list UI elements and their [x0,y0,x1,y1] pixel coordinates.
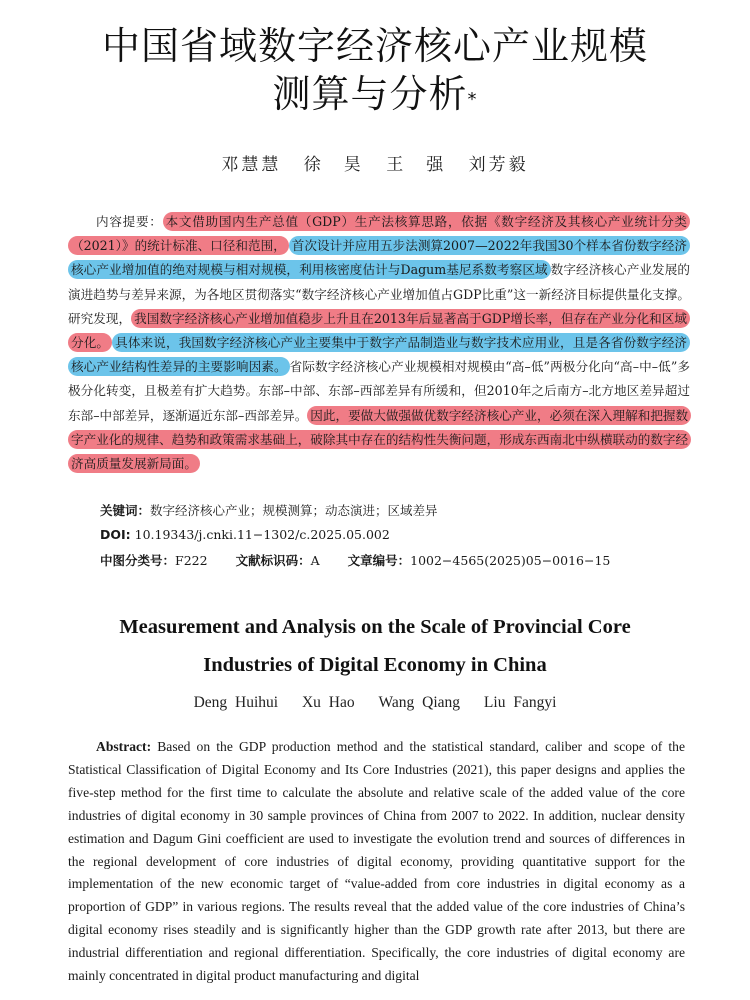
doc-code-value: A [310,553,320,568]
author-en: Wang Qiang [378,694,461,711]
highlight-red: 我国数字经济核心产业增加值稳步上升且在2013年后显著高于GDP增长率，但存在产业分化和区域分化。 [68,309,690,352]
abstract-en-text: Based on the GDP production method and the statistical standard, caliber and scope of the Statistical Classification of Digital Economy and Its Core Industries (2021), this paper designs and applies the five-step method for the first time to calculate the absolute and relative scale of the added value of the core industries of digital economy in 30 sample provinces of China from 2007 to 2022. In addition, nuclear density estimation and Dagum Gini coefficient are used to investigate the evolution trend and sources of differences in the regional development of core industries of digital economy, providing quantitative support for the implementation of the new economic target of “value-added from core industries in digital economy as a proportion of GDP” in various regions. The results reveal that the added value of the core industries of China’s digital economy rises steadily and is significantly higher than the GDP growth rate after 2013, but there are industrial differentiation and regional differentiation. Specifically, the core industries of digital economy are mainly concentrated in digital product manufacturing and digital [68,739,685,984]
doi-label: DOI: [100,527,131,542]
doi-line [100,527,390,542]
abstract-cn-label: 内容提要： [96,214,163,229]
abstract-cn [68,210,690,476]
highlight-red: 本文借助国内生产总值（GDP）生产法核算思路，依据《数字经济及其核心产业统计分类（2021）》的统计标准、口径和范围， [68,212,690,255]
paper-title-en [40,608,710,684]
title-en-line-1: Measurement and Analysis on the Scale of Provincial Core [119,616,631,638]
abstract-cn-text: 省际数字经济核心产业规模相对规模由“高–低”两极分化向“高–中–低”多极分化转变，且极差有扩大趋势。东部–中部、东部–西部差异有所缓和，但2010年之后南方–北方地区差异超过东部–中部差异，逐渐逼近东部–西部差异。 [68,359,690,423]
clc-value: F222 [175,553,208,568]
highlight-red: 因此，要做大做强做优数字经济核心产业，必须在深入理解和把握数字产业化的规律、趋势和政策需求基础上，破除其中存在的结构性失衡问题，形成东西南北中纵横联动的数字经济高质量发展新局面。 [68,406,691,473]
abstract-en [68,736,685,988]
doc-code-label: 文献标识码： [235,553,311,568]
authors-en [0,694,750,712]
abstract-en-label: Abstract: [96,739,152,754]
keywords-value: 数字经济核心产业；规模测算；动态演进；区域差异 [150,503,438,518]
title-en-line-2: Industries of Digital Economy in China [203,654,547,676]
author-en: Liu Fangyi [483,694,557,711]
keywords-line [100,501,438,519]
highlight-blue: 首次设计并应用五步法测算2007—2022年我国30个样本省份数字经济核心产业增加值的绝对规模与相对规模，利用核密度估计与Dagum基尼系数考察区域 [68,236,690,279]
abstract-cn-text: 数字经济核心产业发展的演进趋势与差异来源，为各地区贯彻落实“数字经济核心产业增加值占GDP比重”这一新经济目标提供量化支撑。研究发现， [68,262,690,326]
keywords-label: 关键词： [100,503,151,518]
author-en: Xu Hao [301,694,355,711]
author-cn: 王 强 [386,155,447,175]
author-cn: 邓慧慧 [221,155,282,175]
classification-line [100,551,610,569]
article-number-label: 文章编号： [347,553,411,568]
title-footnote-mark[interactable]: * [467,89,478,110]
article-number-value: 1002−4565(2025)05−0016−15 [410,553,611,568]
author-cn: 徐 昊 [303,155,364,175]
clc-label: 中图分类号： [100,553,176,568]
author-cn: 刘芳毅 [468,155,529,175]
title-line-2-text: 测算与分析 [272,72,468,116]
paper-title-cn [40,22,710,118]
authors-cn [0,150,750,175]
title-line-1: 中国省域数字经济核心产业规模 [101,24,648,68]
author-en: Deng Huihui [193,694,279,711]
title-line-2 [40,70,710,118]
doi-value[interactable]: 10.19343/j.cnki.11−1302/c.2025.05.002 [134,527,390,542]
highlight-blue: 具体来说，我国数字经济核心产业主要集中于数字产品制造业与数字技术应用业，且是各省份数字经济核心产业结构性差异的主要影响因素。 [68,333,690,376]
